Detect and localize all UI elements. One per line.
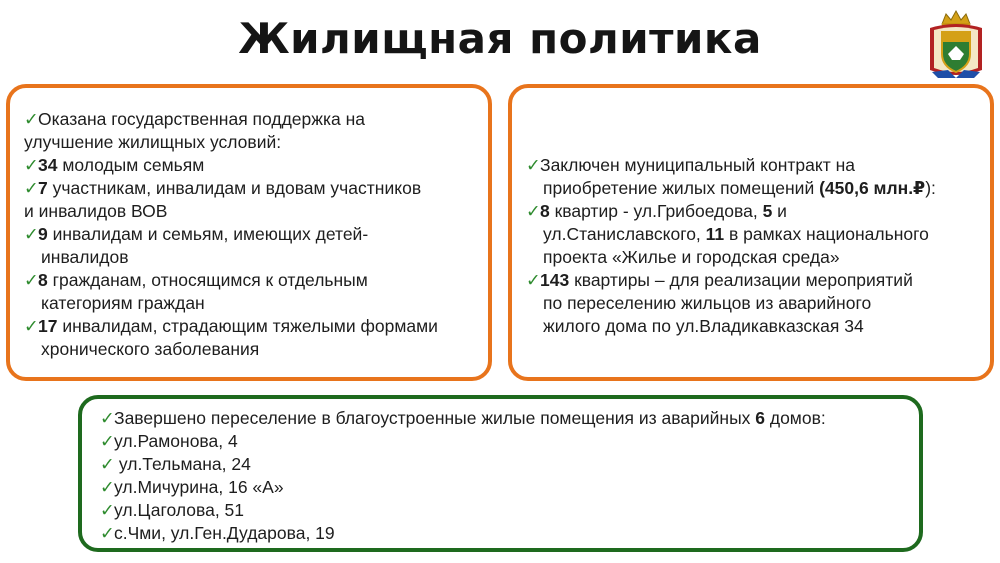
support-intro-continued: улучшение жилищных условий: — [24, 132, 282, 152]
check-icon: ✓ — [24, 178, 39, 198]
check-icon: ✓ — [100, 500, 115, 520]
list-item: ✓143 квартиры – для реализации мероприятий — [526, 270, 913, 290]
list-item-continued: категориям граждан — [41, 293, 205, 313]
list-item: ✓ ул.Тельмана, 24 — [100, 454, 251, 474]
list-item-continued: по переселению жильцов из аварийного — [543, 293, 872, 313]
check-icon: ✓ — [526, 155, 541, 175]
check-icon: ✓ — [526, 201, 541, 221]
list-item-continued: ул.Станиславского, 11 в рамках национального — [543, 224, 929, 244]
list-item: ✓ул.Цаголова, 51 — [100, 500, 245, 520]
check-icon: ✓ — [24, 270, 39, 290]
list-item-continued: инвалидов — [41, 247, 129, 267]
list-item-continued: проекта «Жилье и городская среда» — [543, 247, 840, 267]
list-item: ✓ул.Рамонова, 4 — [100, 431, 238, 451]
check-icon: ✓ — [100, 408, 115, 428]
check-icon: ✓ — [526, 270, 541, 290]
resettlement-panel — [78, 395, 923, 552]
list-item: ✓17 инвалидам, страдающим тяжелыми формами — [24, 316, 438, 336]
support-intro: ✓Оказана государственная поддержка на — [24, 109, 365, 129]
coat-of-arms-icon — [924, 8, 988, 82]
contract-amount: приобретение жилых помещений (450,6 млн.₽): — [543, 178, 936, 198]
page-title: Жилищная политика — [238, 14, 762, 63]
list-item: ✓7 участникам, инвалидам и вдовам участников — [24, 178, 422, 198]
municipal-contract-panel — [508, 84, 994, 381]
list-item: ✓34 молодым семьям — [24, 155, 205, 175]
check-icon: ✓ — [24, 316, 39, 336]
list-item: ✓с.Чми, ул.Ген.Дударова, 19 — [100, 523, 335, 543]
list-item: ✓8 гражданам, относящимся к отдельным — [24, 270, 368, 290]
check-icon: ✓ — [24, 224, 39, 244]
check-icon: ✓ — [100, 477, 115, 497]
list-item: ✓8 квартир - ул.Грибоедова, 5 и — [526, 201, 787, 221]
list-item-continued: и инвалидов ВОВ — [24, 201, 168, 221]
resettlement-intro: ✓Завершено переселение в благоустроенные жилые помещения из аварийных 6 домов: — [100, 408, 826, 428]
list-item: ✓9 инвалидам и семьям, имеющих детей- — [24, 224, 369, 244]
check-icon: ✓ — [100, 523, 115, 543]
check-icon: ✓ — [24, 155, 39, 175]
check-icon: ✓ — [24, 109, 39, 129]
check-icon: ✓ — [100, 431, 115, 451]
list-item-continued: жилого дома по ул.Владикавказская 34 — [543, 316, 864, 336]
housing-support-panel — [6, 84, 492, 381]
contract-intro: ✓Заключен муниципальный контракт на — [526, 155, 855, 175]
list-item: ✓ул.Мичурина, 16 «А» — [100, 477, 284, 497]
check-icon: ✓ — [100, 454, 115, 474]
list-item-continued: хронического заболевания — [41, 339, 260, 359]
